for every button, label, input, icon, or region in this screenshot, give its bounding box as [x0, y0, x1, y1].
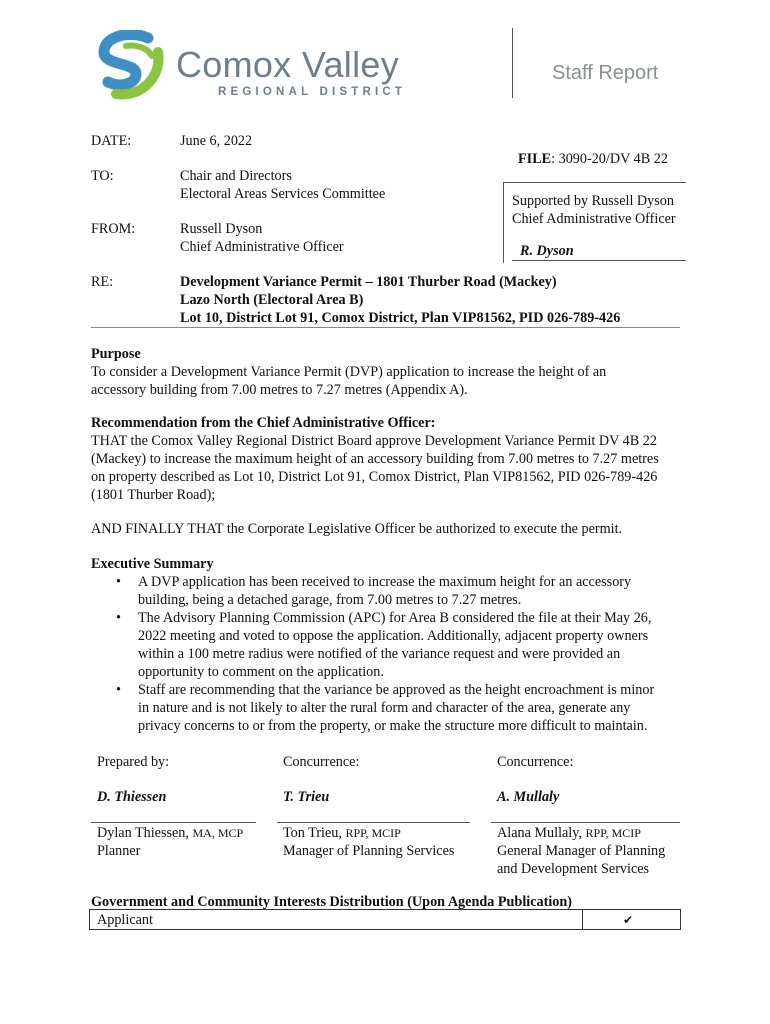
- summary-b2-l1: The Advisory Planning Commission (APC) for Area B considered the file at their May 26,: [138, 610, 652, 626]
- to-line2: Electoral Areas Services Committee: [180, 186, 386, 202]
- signature-block-concurrence-1: [277, 753, 470, 859]
- recommendation-line4: (1801 Thurber Road);: [91, 487, 216, 503]
- sig-signature: T. Trieu: [283, 789, 330, 805]
- sig-name: [283, 824, 401, 842]
- sig-name: [497, 824, 641, 842]
- distribution-table: [89, 909, 681, 930]
- sig-signature: A. Mullaly: [497, 789, 560, 805]
- summary-b3-l3: privacy concerns to or from the property, or make the structure more difficult to maintain.: [138, 718, 648, 734]
- re-line2: Lazo North (Electoral Area B): [180, 292, 364, 308]
- from-line1: Russell Dyson: [180, 221, 263, 237]
- summary-b1-l1: A DVP application has been received to increase the maximum height for an accessory: [138, 574, 632, 590]
- sig-label: Concurrence:: [497, 754, 574, 770]
- table-cell-divider: [582, 910, 583, 929]
- date-value: June 6, 2022: [180, 133, 253, 149]
- bullet-icon: •: [116, 682, 121, 698]
- support-line1: Supported by Russell Dyson: [512, 193, 674, 209]
- signature-block-concurrence-2: [491, 753, 680, 877]
- summary-b3-l1: Staff are recommending that the variance be approved as the height encroachment is minor: [138, 682, 655, 698]
- sig-name-text: Alana Mullaly,: [497, 825, 582, 841]
- summary-heading: Executive Summary: [91, 556, 214, 572]
- summary-bullet-3: [91, 681, 691, 735]
- sig-title1: Planner: [97, 843, 141, 859]
- checkmark-icon: ✔: [623, 913, 634, 927]
- sig-title1: General Manager of Planning: [497, 843, 666, 859]
- sig-name: [97, 824, 243, 842]
- cao-signature: R. Dyson: [520, 243, 574, 259]
- cvrd-logo: [96, 30, 407, 102]
- re-line1: Development Variance Permit – 1801 Thurber Road (Mackey): [180, 274, 557, 290]
- report-type: Staff Report: [552, 62, 659, 84]
- summary-bullet-2: [91, 609, 691, 681]
- sig-label: Concurrence:: [283, 754, 360, 770]
- sig-label: Prepared by:: [97, 754, 170, 770]
- header-rule: [91, 327, 680, 328]
- summary-b2-l3: within a 100 metre radius were notified of the variance request and were provided an: [138, 646, 621, 662]
- purpose-line1: To consider a Development Variance Permit (DVP) application to increase the height of an: [91, 364, 607, 380]
- purpose-heading: Purpose: [91, 346, 141, 362]
- sig-line: [91, 822, 256, 823]
- distribution-heading: Government and Community Interests Distribution (Upon Agenda Publication): [91, 894, 572, 910]
- file-value: : 3090-20/DV 4B 22: [551, 151, 668, 167]
- sig-line: [491, 822, 680, 823]
- summary-list: [91, 573, 691, 735]
- cao-signature-line: [512, 260, 686, 261]
- org-subtitle: REGIONAL DISTRICT: [218, 86, 407, 98]
- recommendation-heading: Recommendation from the Chief Administrative Officer:: [91, 415, 436, 431]
- to-line1: Chair and Directors: [180, 168, 292, 184]
- bullet-icon: •: [116, 574, 121, 590]
- summary-b1-l2: building, being a detached garage, from 7.00 metres to 7.27 metres.: [138, 592, 522, 608]
- file-label: FILE: [518, 151, 552, 167]
- support-box: [503, 182, 686, 263]
- summary-b3-l2: in nature and is not likely to alter the rural form and character of the area, generate any: [138, 700, 631, 716]
- sig-credentials: RPP, MCIP: [345, 826, 401, 840]
- purpose-line2: accessory building from 7.00 metres to 7.27 metres (Appendix A).: [91, 382, 468, 398]
- cvrd-swoosh-icon: [96, 30, 170, 100]
- sig-name-text: Ton Trieu,: [283, 825, 342, 841]
- bullet-icon: •: [116, 610, 121, 626]
- sig-name-text: Dylan Thiessen,: [97, 825, 189, 841]
- sig-title2: and Development Services: [497, 861, 650, 877]
- summary-bullet-1: [91, 573, 691, 609]
- re-line3: Lot 10, District Lot 91, Comox District, Plan VIP81562, PID 026-789-426: [180, 310, 621, 326]
- sig-line: [277, 822, 470, 823]
- recommendation-line3: on property described as Lot 10, District Lot 91, Comox District, Plan VIP81562, PID 026-789-426: [91, 469, 658, 485]
- sig-credentials: RPP, MCIP: [585, 826, 641, 840]
- to-label: TO:: [91, 168, 114, 184]
- date-label: DATE:: [91, 133, 132, 149]
- support-line2: Chief Administrative Officer: [512, 211, 676, 227]
- sig-credentials: MA, MCP: [192, 826, 244, 840]
- distribution-name: Applicant: [97, 912, 153, 928]
- from-label: FROM:: [91, 221, 136, 237]
- table-row: [90, 910, 680, 929]
- signature-block-prepared: [91, 753, 256, 859]
- from-line2: Chief Administrative Officer: [180, 239, 344, 255]
- file-number: [518, 150, 668, 168]
- header-divider: [512, 28, 513, 98]
- sig-title1: Manager of Planning Services: [283, 843, 455, 859]
- re-label: RE:: [91, 274, 114, 290]
- sig-signature: D. Thiessen: [97, 789, 167, 805]
- recommendation-finally: AND FINALLY THAT the Corporate Legislative Officer be authorized to execute the permit.: [91, 521, 623, 537]
- org-name: Comox Valley: [176, 44, 400, 85]
- summary-b2-l4: opportunity to comment on the application.: [138, 664, 384, 680]
- recommendation-line1: THAT the Comox Valley Regional District Board approve Development Variance Permit DV 4B 22: [91, 433, 657, 449]
- recommendation-line2: (Mackey) to increase the maximum height of an accessory building from 7.00 metres to 7.27 metres: [91, 451, 659, 467]
- summary-b2-l2: 2022 meeting and voted to oppose the application. Additionally, adjacent property owners: [138, 628, 649, 644]
